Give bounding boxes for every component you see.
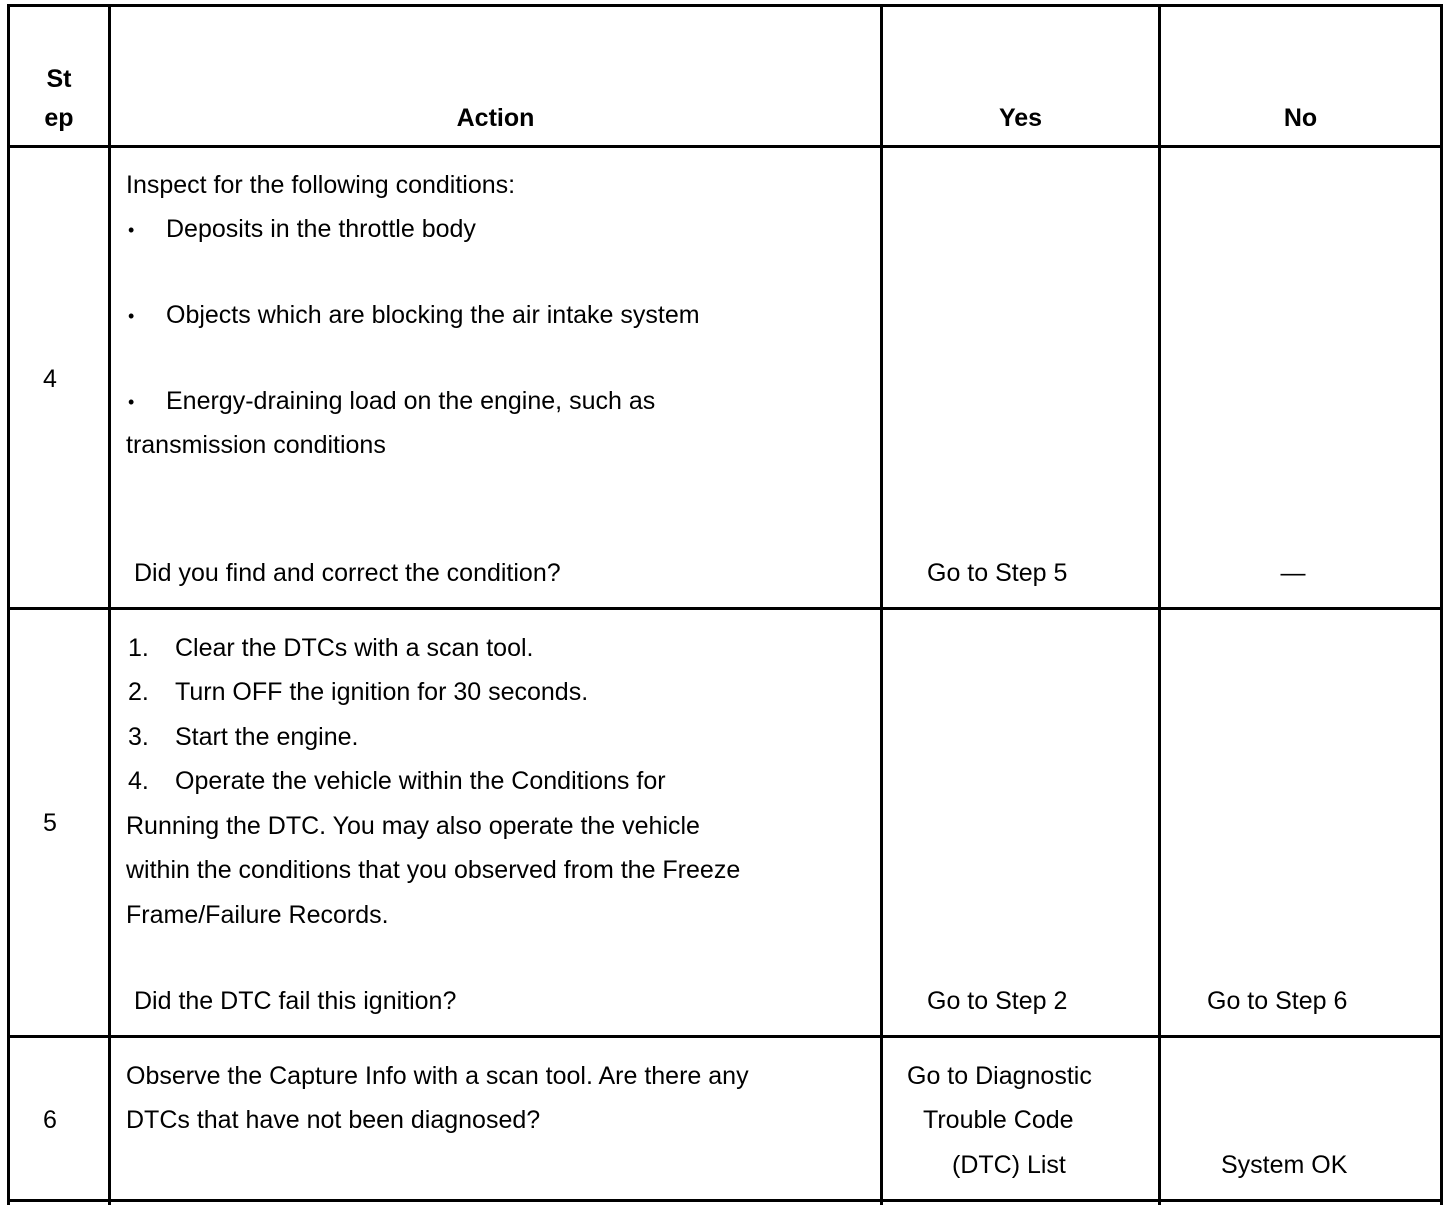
bullet-icon: • (128, 392, 135, 412)
action-intro: Inspect for the following conditions: (126, 171, 516, 199)
table-border-top (7, 4, 1443, 7)
numbered-continuation: Running the DTC. You may also operate the vehicle (126, 812, 700, 840)
bullet-continuation: transmission conditions (126, 431, 386, 459)
header-no: No (1283, 104, 1318, 132)
step-number: 5 (43, 809, 57, 837)
action-question: Did the DTC fail this ignition? (134, 987, 457, 1015)
bullet-item: Deposits in the throttle body (166, 215, 476, 243)
no-result: System OK (1221, 1151, 1348, 1179)
col-divider-step-action (108, 5, 111, 1205)
table-border-bottom (7, 1199, 1443, 1202)
yes-result: Go to Step 2 (927, 987, 1068, 1015)
table-border-right (1440, 5, 1443, 1205)
action-text: Observe the Capture Info with a scan tool. Are there any (126, 1062, 749, 1090)
step-number: 4 (43, 365, 57, 393)
action-question: Did you find and correct the condition? (134, 559, 561, 587)
col-divider-action-yes (880, 5, 883, 1205)
bullet-icon: • (128, 220, 135, 240)
yes-result: Go to Step 5 (927, 559, 1068, 587)
header-divider (7, 145, 1443, 148)
no-result: — (1280, 559, 1306, 587)
numbered-index: 1. (128, 634, 149, 662)
bullet-item: Objects which are blocking the air intake system (166, 301, 700, 329)
row-divider-4-5 (7, 607, 1443, 610)
numbered-item: Turn OFF the ignition for 30 seconds. (175, 678, 589, 706)
numbered-continuation: within the conditions that you observed from the Freeze (126, 856, 741, 884)
table-border-left (7, 5, 10, 1205)
yes-result-line: (DTC) List (952, 1151, 1066, 1179)
header-action: Action (456, 104, 535, 132)
action-text: DTCs that have not been diagnosed? (126, 1106, 541, 1134)
bullet-icon: • (128, 306, 135, 326)
numbered-index: 3. (128, 723, 149, 751)
bullet-item: Energy-draining load on the engine, such as (166, 387, 656, 415)
numbered-continuation: Frame/Failure Records. (126, 901, 389, 929)
header-yes: Yes (998, 104, 1043, 132)
yes-result-line: Trouble Code (923, 1106, 1074, 1134)
numbered-index: 2. (128, 678, 149, 706)
step-number: 6 (43, 1106, 57, 1134)
header-step: St ep (44, 65, 74, 132)
no-result: Go to Step 6 (1207, 987, 1348, 1015)
yes-result-line: Go to Diagnostic (907, 1062, 1092, 1090)
numbered-item: Operate the vehicle within the Conditions for (175, 767, 666, 795)
col-divider-yes-no (1158, 5, 1161, 1205)
row-divider-5-6 (7, 1035, 1443, 1038)
numbered-item: Start the engine. (175, 723, 359, 751)
numbered-index: 4. (128, 767, 149, 795)
numbered-item: Clear the DTCs with a scan tool. (175, 634, 534, 662)
